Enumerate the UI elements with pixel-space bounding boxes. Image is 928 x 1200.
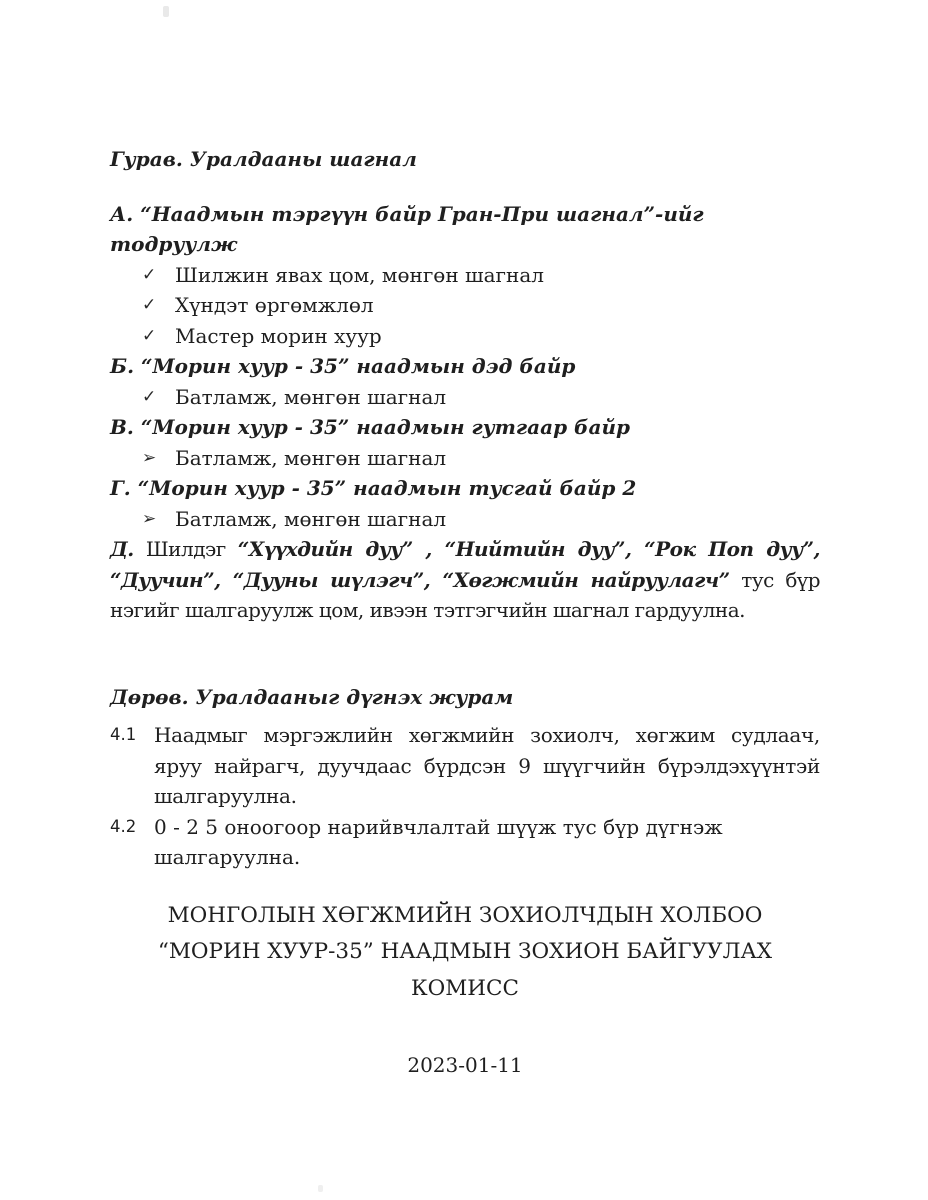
category-a-title: А. “Наадмын тэргүүн байр Гран-При шагнал”-ийг тодруулж — [110, 201, 704, 256]
list-item-text: Хүндэт өргөмжлөл — [175, 293, 374, 317]
paragraph-d — [110, 534, 820, 626]
paragraph-d-lead: Шилдэг — [133, 537, 238, 561]
section-four-heading: Дөрөв. Уралдааныг дүгнэх журам — [110, 684, 514, 709]
category-v-title: В. “Морин хуур - 35” наадмын гутгаар байр — [110, 415, 630, 439]
list-item — [110, 260, 820, 291]
category-b-title: Б. “Морин хуур - 35” наадмын дэд байр — [110, 354, 576, 378]
checkmark-icon: ✓ — [142, 295, 157, 315]
numbered-item — [110, 812, 820, 873]
item-number: 4.2 — [110, 816, 137, 836]
document-body — [110, 0, 820, 1080]
category-g-title: Г. “Морин хуур - 35” наадмын тусгай байр 2 — [110, 476, 637, 500]
list-item — [110, 443, 820, 474]
checkmark-icon: ✓ — [142, 325, 157, 346]
numbered-item — [110, 720, 820, 812]
item-text: 0 - 2 5 оноогоор нарийвчлалтай шүүж тус бүр дүгнэж шалгаруулна. — [154, 814, 723, 869]
scan-artifact — [318, 1185, 323, 1192]
list-item — [110, 382, 820, 413]
list-item — [110, 504, 820, 535]
paragraph-d-emphasis: “Хүүхдийн дуу” , “Нийтийн дуу”, “Рок Поп дуу”, “Дуучин”, “Дууны шүлэгч”, “Хөгжмийн найруулагч” — [110, 537, 820, 592]
list-item — [110, 290, 820, 321]
list-item-text: Батламж, мөнгөн шагнал — [175, 506, 447, 531]
section-three-heading: Гурав. Уралдааны шагнал — [110, 147, 417, 171]
paragraph-d-tail: тус бүр нэгийг шалгаруулж цом, ивээн тэтгэгчийн шагнал гардуулна. — [110, 567, 820, 622]
checkmark-icon: ✓ — [142, 386, 157, 407]
item-text: Наадмыг мэргэжлийн хөгжмийн зохиолч, хөгжим судлаач, яруу найрагч, дуучдаас бүрдсэн 9 шүүгчийн бүрэлдэхүүнтэй шалгаруулна. — [154, 723, 820, 808]
list-item-text: Батламж, мөнгөн шагнал — [175, 384, 447, 409]
arrowhead-icon: ➢ — [142, 447, 157, 468]
organization-block — [110, 898, 820, 1008]
list-item — [110, 321, 820, 352]
organizing-committee: “МОРИН ХУУР-35” НААДМЫН ЗОХИОН БАЙГУУЛАХ КОМИСС — [157, 939, 773, 1001]
list-item-text: Мастер морин хуур — [175, 323, 382, 348]
arrowhead-icon: ➢ — [142, 508, 157, 529]
list-item-text: Батламж, мөнгөн шагнал — [175, 445, 447, 470]
document-date: 2023-01-11 — [407, 1053, 523, 1077]
organization-name: МОНГОЛЫН ХӨГЖМИЙН ЗОХИОЛЧДЫН ХОЛБОО — [167, 902, 763, 928]
paragraph-d-label: Д. — [110, 537, 134, 561]
checkmark-icon: ✓ — [142, 264, 157, 285]
item-number: 4.1 — [110, 725, 137, 744]
list-item-text: Шилжин явах цом, мөнгөн шагнал — [175, 262, 544, 287]
